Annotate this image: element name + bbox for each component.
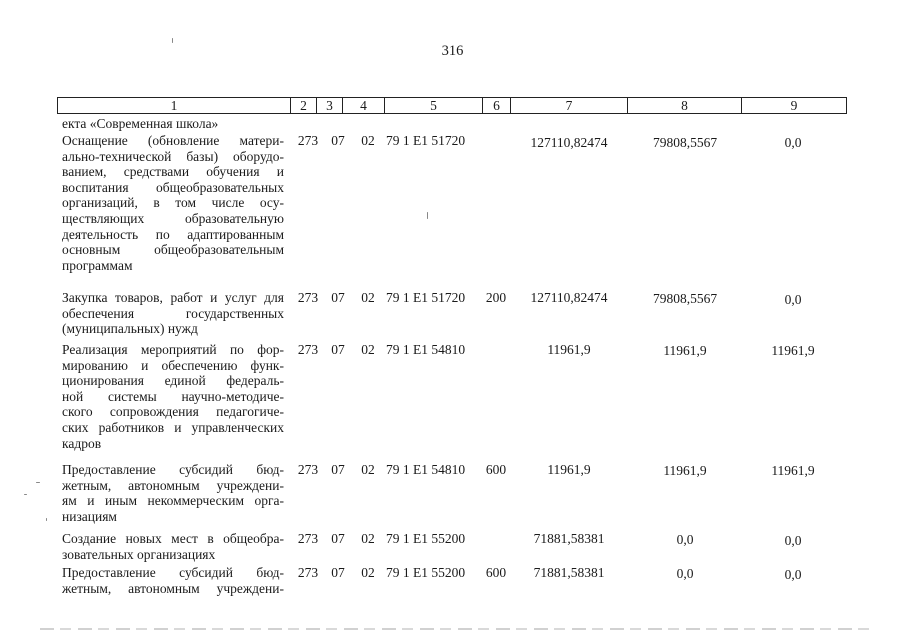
text-line: ского сопровождения педагогиче- bbox=[62, 404, 284, 420]
amount-col-7: 71881,58381 bbox=[533, 531, 605, 546]
text-line: Оснащение (обновление матери- bbox=[62, 133, 284, 148]
target-code: 79 1 E1 54810 bbox=[386, 462, 466, 477]
row-description bbox=[62, 462, 284, 524]
amount-col-7: 11961,9 bbox=[547, 462, 591, 477]
subsection-code: 02 bbox=[361, 531, 375, 546]
amount-col-9: 0,0 bbox=[784, 292, 802, 307]
scan-speck bbox=[46, 518, 47, 521]
header-col-8: 8 bbox=[627, 98, 741, 113]
header-col-2: 2 bbox=[290, 98, 316, 113]
amount-col-7: 127110,82474 bbox=[530, 135, 608, 150]
target-code: 79 1 E1 51720 bbox=[386, 290, 466, 305]
row-description bbox=[62, 531, 284, 562]
text-line: ционирования единой федераль- bbox=[62, 373, 284, 389]
amount-col-8: 79808,5567 bbox=[652, 135, 718, 150]
subsection-code: 02 bbox=[361, 342, 375, 357]
text-line: основным общеобразовательным bbox=[62, 242, 284, 258]
text-line: низациям bbox=[62, 508, 117, 524]
section-code: 07 bbox=[331, 462, 345, 477]
expense-type: 600 bbox=[485, 462, 507, 477]
scan-speck bbox=[427, 212, 428, 219]
header-col-6: 6 bbox=[482, 98, 510, 113]
header-col-1: 1 bbox=[170, 98, 178, 113]
text-line: ванием, средствами обучения и bbox=[62, 164, 284, 180]
text-line: жетным, автономным учреждени- bbox=[62, 477, 284, 493]
amount-col-7: 71881,58381 bbox=[533, 565, 605, 580]
section-code: 07 bbox=[331, 342, 345, 357]
text-line: деятельность по адаптированным bbox=[62, 226, 284, 242]
text-line: ально-технической базы) оборудо- bbox=[62, 148, 284, 164]
text-line: (муниципальных) нужд bbox=[62, 321, 198, 337]
expense-type: 600 bbox=[485, 565, 507, 580]
amount-col-7: 11961,9 bbox=[547, 342, 591, 357]
text-line: программам bbox=[62, 257, 133, 273]
subsection-code: 02 bbox=[361, 290, 375, 305]
text-line: ских работников и управленческих bbox=[62, 419, 284, 435]
ministry-code: 273 bbox=[297, 565, 319, 580]
text-line: воспитания общеобразовательных bbox=[62, 179, 284, 195]
amount-col-8: 11961,9 bbox=[663, 343, 707, 358]
ministry-code: 273 bbox=[297, 342, 319, 357]
row-description bbox=[62, 565, 284, 596]
header-col-7: 7 bbox=[510, 98, 627, 113]
amount-col-8: 79808,5567 bbox=[652, 291, 718, 306]
page-number: 316 bbox=[441, 43, 464, 59]
ministry-code: 273 bbox=[297, 133, 319, 148]
header-col-3: 3 bbox=[316, 98, 342, 113]
ministry-code: 273 bbox=[297, 531, 319, 546]
target-code: 79 1 E1 55200 bbox=[386, 531, 466, 546]
text-line: мированию и обеспечению функ- bbox=[62, 357, 284, 373]
amount-col-9: 0,0 bbox=[784, 567, 802, 582]
scan-speck bbox=[36, 482, 40, 483]
text-line: кадров bbox=[62, 435, 102, 451]
amount-col-9: 0,0 bbox=[784, 533, 802, 548]
text-line: ям и иным некоммерческим орга- bbox=[62, 493, 284, 509]
amount-col-9: 0,0 bbox=[784, 135, 802, 150]
row-description bbox=[62, 290, 284, 337]
text-line: Предоставление субсидий бюд- bbox=[62, 462, 284, 477]
text-line: Создание новых мест в общеобра- bbox=[62, 531, 284, 546]
text-line: Закупка товаров, работ и услуг для bbox=[62, 290, 284, 305]
text-line: организаций, в том числе осу- bbox=[62, 195, 284, 211]
ministry-code: 273 bbox=[297, 462, 319, 477]
header-col-9: 9 bbox=[741, 98, 846, 113]
text-line: зовательных организациях bbox=[62, 546, 216, 562]
continuation-text bbox=[62, 116, 284, 132]
section-code: 07 bbox=[331, 133, 345, 148]
text-line: Реализация мероприятий по фор- bbox=[62, 342, 284, 357]
amount-col-8: 11961,9 bbox=[663, 463, 707, 478]
header-col-5: 5 bbox=[384, 98, 482, 113]
subsection-code: 02 bbox=[361, 462, 375, 477]
text-line: Предоставление субсидий бюд- bbox=[62, 565, 284, 580]
text-line: ной системы научно-методиче- bbox=[62, 388, 284, 404]
target-code: 79 1 E1 54810 bbox=[386, 342, 466, 357]
scan-edge-artifact bbox=[40, 628, 870, 630]
text-line: ществляющих образовательную bbox=[62, 210, 284, 226]
subsection-code: 02 bbox=[361, 133, 375, 148]
text-line: жетным, автономным учреждени- bbox=[62, 580, 284, 596]
table-header-row bbox=[57, 97, 847, 114]
amount-col-9: 11961,9 bbox=[771, 343, 815, 358]
section-code: 07 bbox=[331, 531, 345, 546]
row-description bbox=[62, 342, 284, 451]
section-code: 07 bbox=[331, 565, 345, 580]
scan-speck bbox=[24, 494, 27, 495]
header-col-4: 4 bbox=[342, 98, 384, 113]
ministry-code: 273 bbox=[297, 290, 319, 305]
section-code: 07 bbox=[331, 290, 345, 305]
amount-col-7: 127110,82474 bbox=[530, 290, 608, 305]
target-code: 79 1 E1 55200 bbox=[386, 565, 466, 580]
text-line: обеспечения государственных bbox=[62, 305, 284, 321]
target-code: 79 1 E1 51720 bbox=[386, 133, 466, 148]
amount-col-9: 11961,9 bbox=[771, 463, 815, 478]
expense-type: 200 bbox=[485, 290, 507, 305]
text-line: екта «Современная школа» bbox=[62, 116, 219, 131]
amount-col-8: 0,0 bbox=[676, 532, 694, 547]
scan-speck bbox=[172, 38, 173, 43]
subsection-code: 02 bbox=[361, 565, 375, 580]
amount-col-8: 0,0 bbox=[676, 566, 694, 581]
row-description bbox=[62, 133, 284, 273]
